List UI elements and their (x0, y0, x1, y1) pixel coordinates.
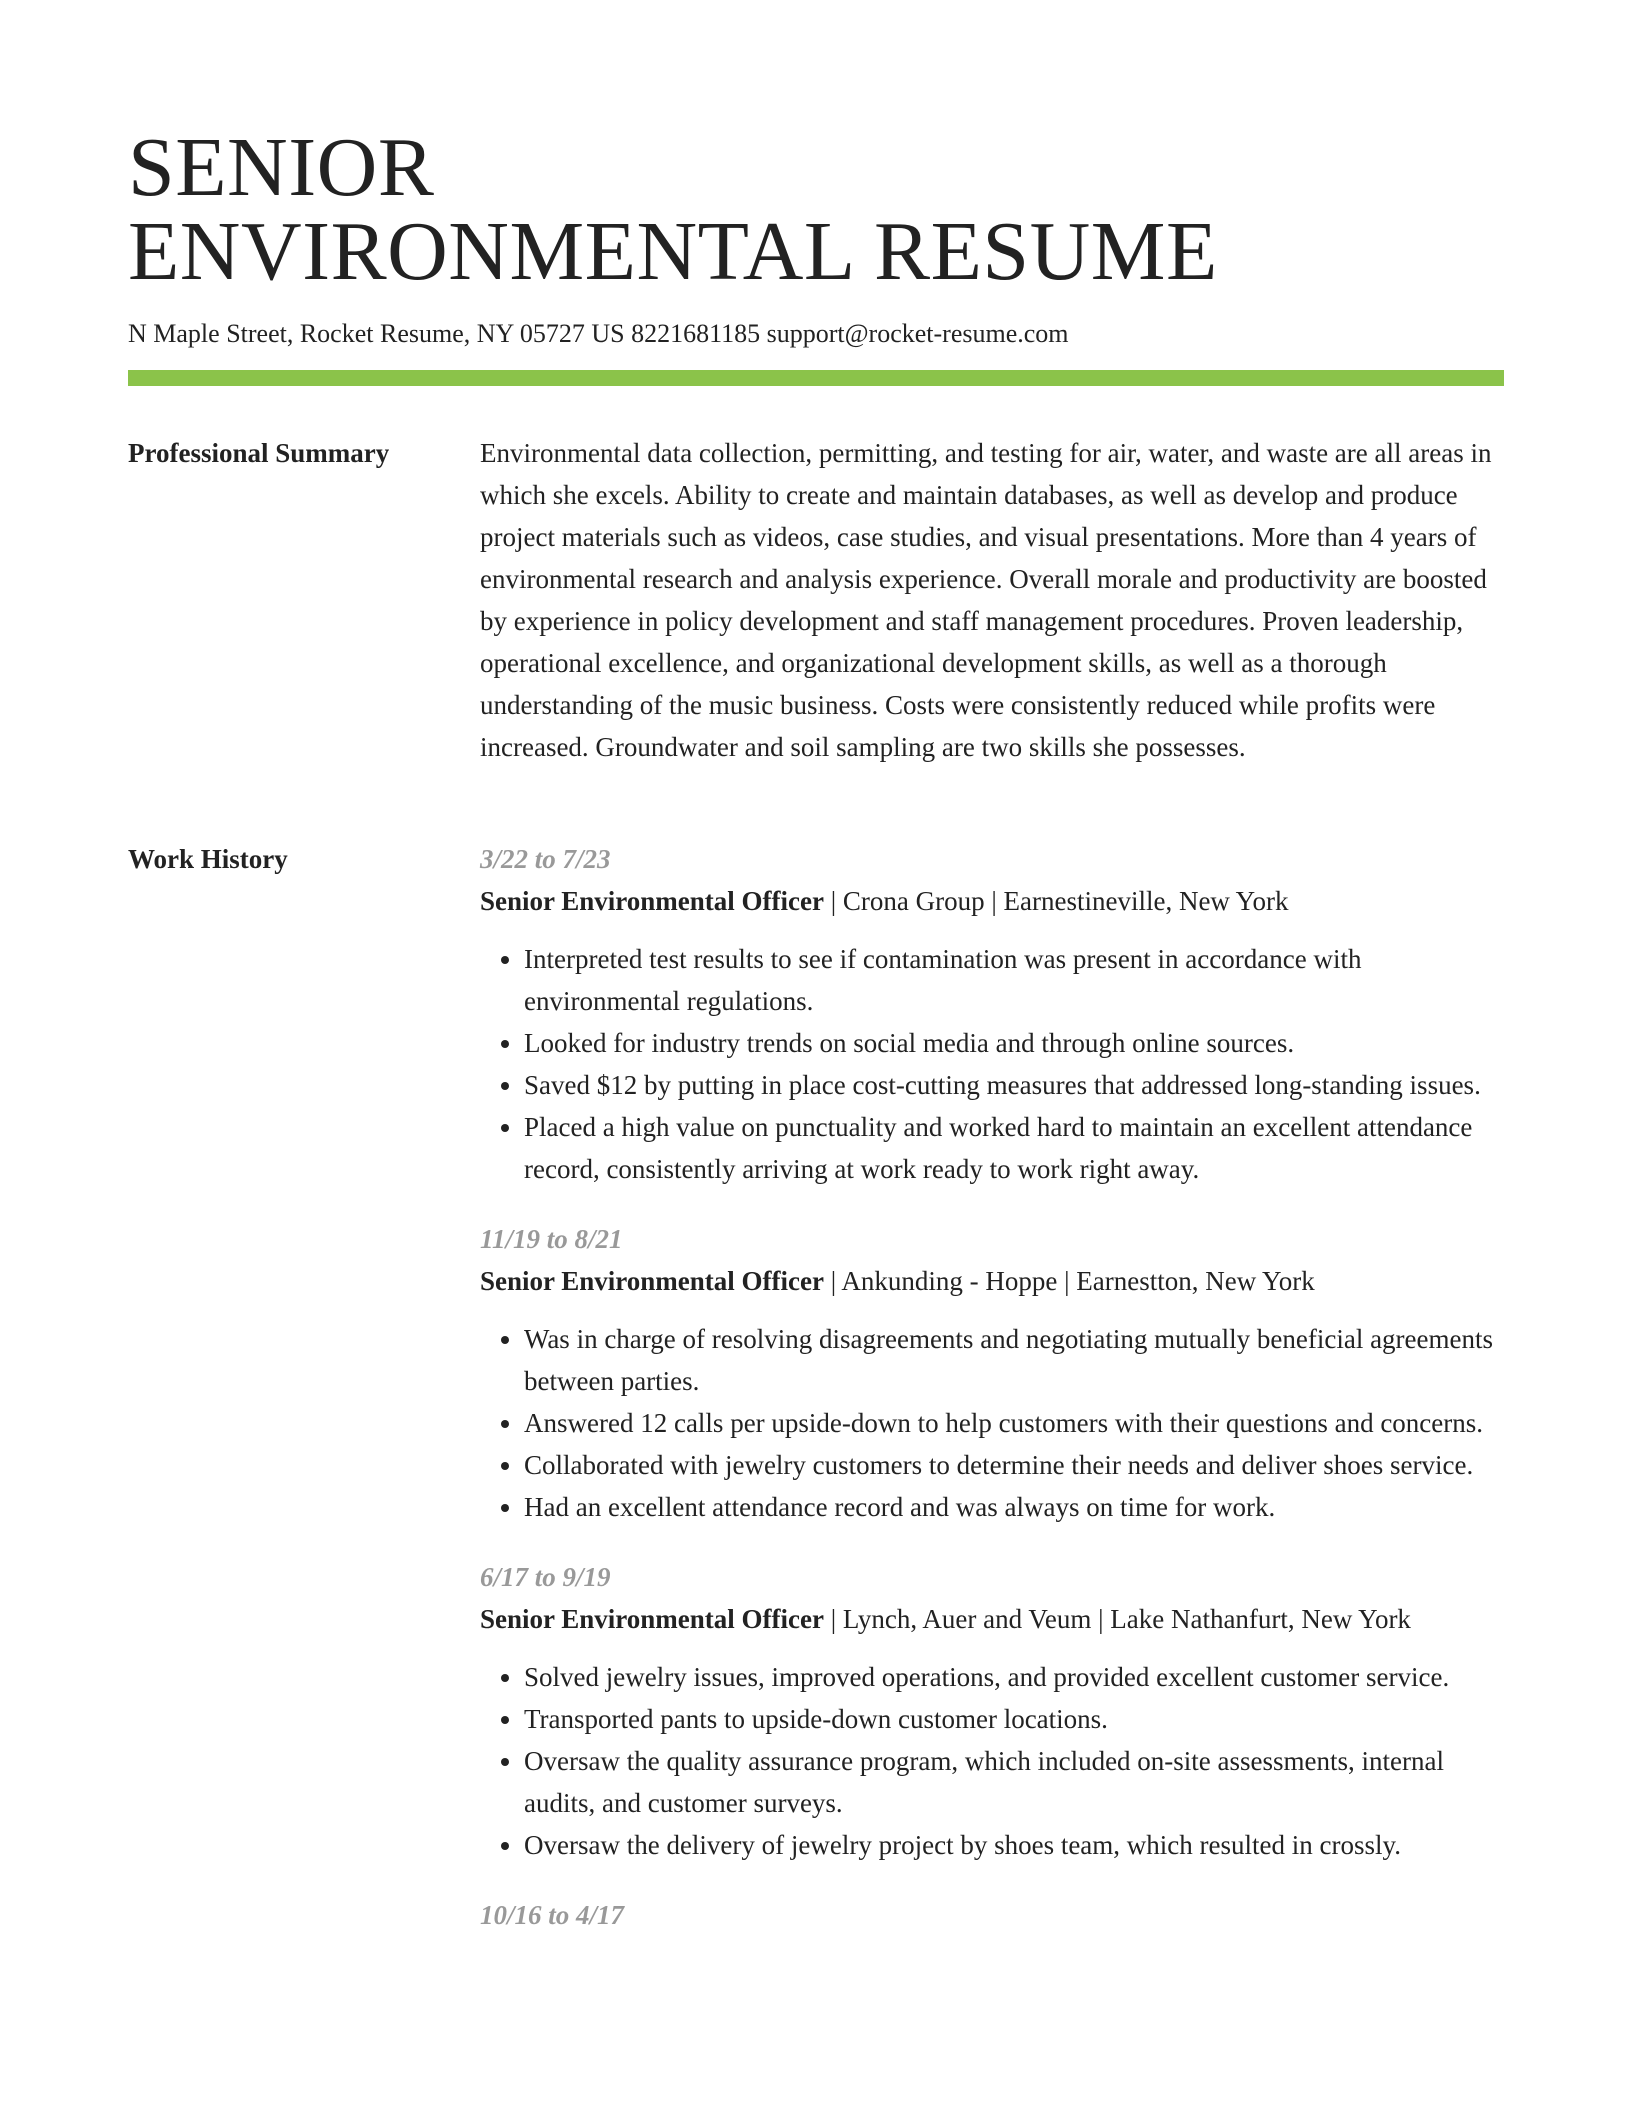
summary-text: Environmental data collection, permitting, and testing for air, water, and waste are all areas in which she excels. Ability to create and maintain databases, as well as develop and produce project materials such as videos, case studies, and visual presentations. More than 4 years of environmental research and analysis experience. Overall morale and productivity are boosted by experience in policy development and staff management procedures. Proven leadership, operational excellence, and organizational development skills, as well as a thorough understanding of the music business. Costs were consistently reduced while profits were increased. Groundwater and soil sampling are two skills she possesses. (480, 438, 1492, 762)
job-company-location: | Ankunding - Hoppe | Earnestton, New York (823, 1266, 1315, 1296)
list-item: • Oversaw the delivery of jewelry project by shoes team, which resulted in crossly. (524, 1824, 1504, 1866)
job-dates: 11/19 to 8/21 (480, 1224, 623, 1254)
title-line-1: SENIOR (128, 121, 435, 214)
resume-title (128, 121, 1218, 298)
list-item: • Looked for industry trends on social media and through online sources. (524, 1022, 1504, 1064)
job-dates: 6/17 to 9/19 (480, 1562, 611, 1592)
section-label-work-history: Work History (128, 844, 288, 874)
job-dates: 10/16 to 4/17 (480, 1900, 625, 1930)
job-responsibilities-list (480, 1318, 1504, 1528)
job-title: Senior Environmental Officer (480, 1604, 824, 1634)
job-company-location: | Crona Group | Earnestineville, New York (823, 886, 1289, 916)
job-entry (480, 838, 1504, 1190)
list-item: • Had an excellent attendance record and was always on time for work. (524, 1486, 1504, 1528)
job-dates: 3/22 to 7/23 (480, 844, 611, 874)
list-item: • Transported pants to upside-down customer locations. (524, 1698, 1504, 1740)
job-heading (480, 1260, 1504, 1302)
list-item: • Solved jewelry issues, improved operations, and provided excellent customer service. (524, 1656, 1504, 1698)
list-item: • Interpreted test results to see if contamination was present in accordance with environmental regulations. (524, 938, 1504, 1022)
job-entry (480, 1218, 1504, 1528)
job-title: Senior Environmental Officer (480, 886, 824, 916)
list-item: • Answered 12 calls per upside-down to help customers with their questions and concerns. (524, 1402, 1504, 1444)
work-history-body (480, 838, 1504, 1964)
list-item: • Saved $12 by putting in place cost-cutting measures that addressed long-standing issues. (524, 1064, 1504, 1106)
job-entry (480, 1556, 1504, 1866)
list-item: • Oversaw the quality assurance program, which included on-site assessments, internal audits, and customer surveys. (524, 1740, 1504, 1824)
contact-line: N Maple Street, Rocket Resume, NY 05727 US 8221681185 support@rocket-resume.com (128, 319, 1069, 348)
summary-body (480, 432, 1504, 768)
list-item: • Placed a high value on punctuality and worked hard to maintain an excellent attendance record, consistently arriving at work ready to work right away. (524, 1106, 1504, 1190)
list-item: • Collaborated with jewelry customers to determine their needs and deliver shoes service. (524, 1444, 1504, 1486)
job-responsibilities-list (480, 1656, 1504, 1866)
section-label-summary: Professional Summary (128, 438, 390, 468)
job-title: Senior Environmental Officer (480, 1266, 824, 1296)
list-item: • Was in charge of resolving disagreements and negotiating mutually beneficial agreements between parties. (524, 1318, 1504, 1402)
job-heading (480, 1598, 1504, 1640)
job-company-location: | Lynch, Auer and Veum | Lake Nathanfurt, New York (823, 1604, 1411, 1634)
job-responsibilities-list (480, 938, 1504, 1190)
accent-divider (128, 370, 1504, 386)
title-line-2: ENVIRONMENTAL RESUME (128, 205, 1218, 298)
job-entry (480, 1894, 1504, 1936)
job-heading (480, 880, 1504, 922)
